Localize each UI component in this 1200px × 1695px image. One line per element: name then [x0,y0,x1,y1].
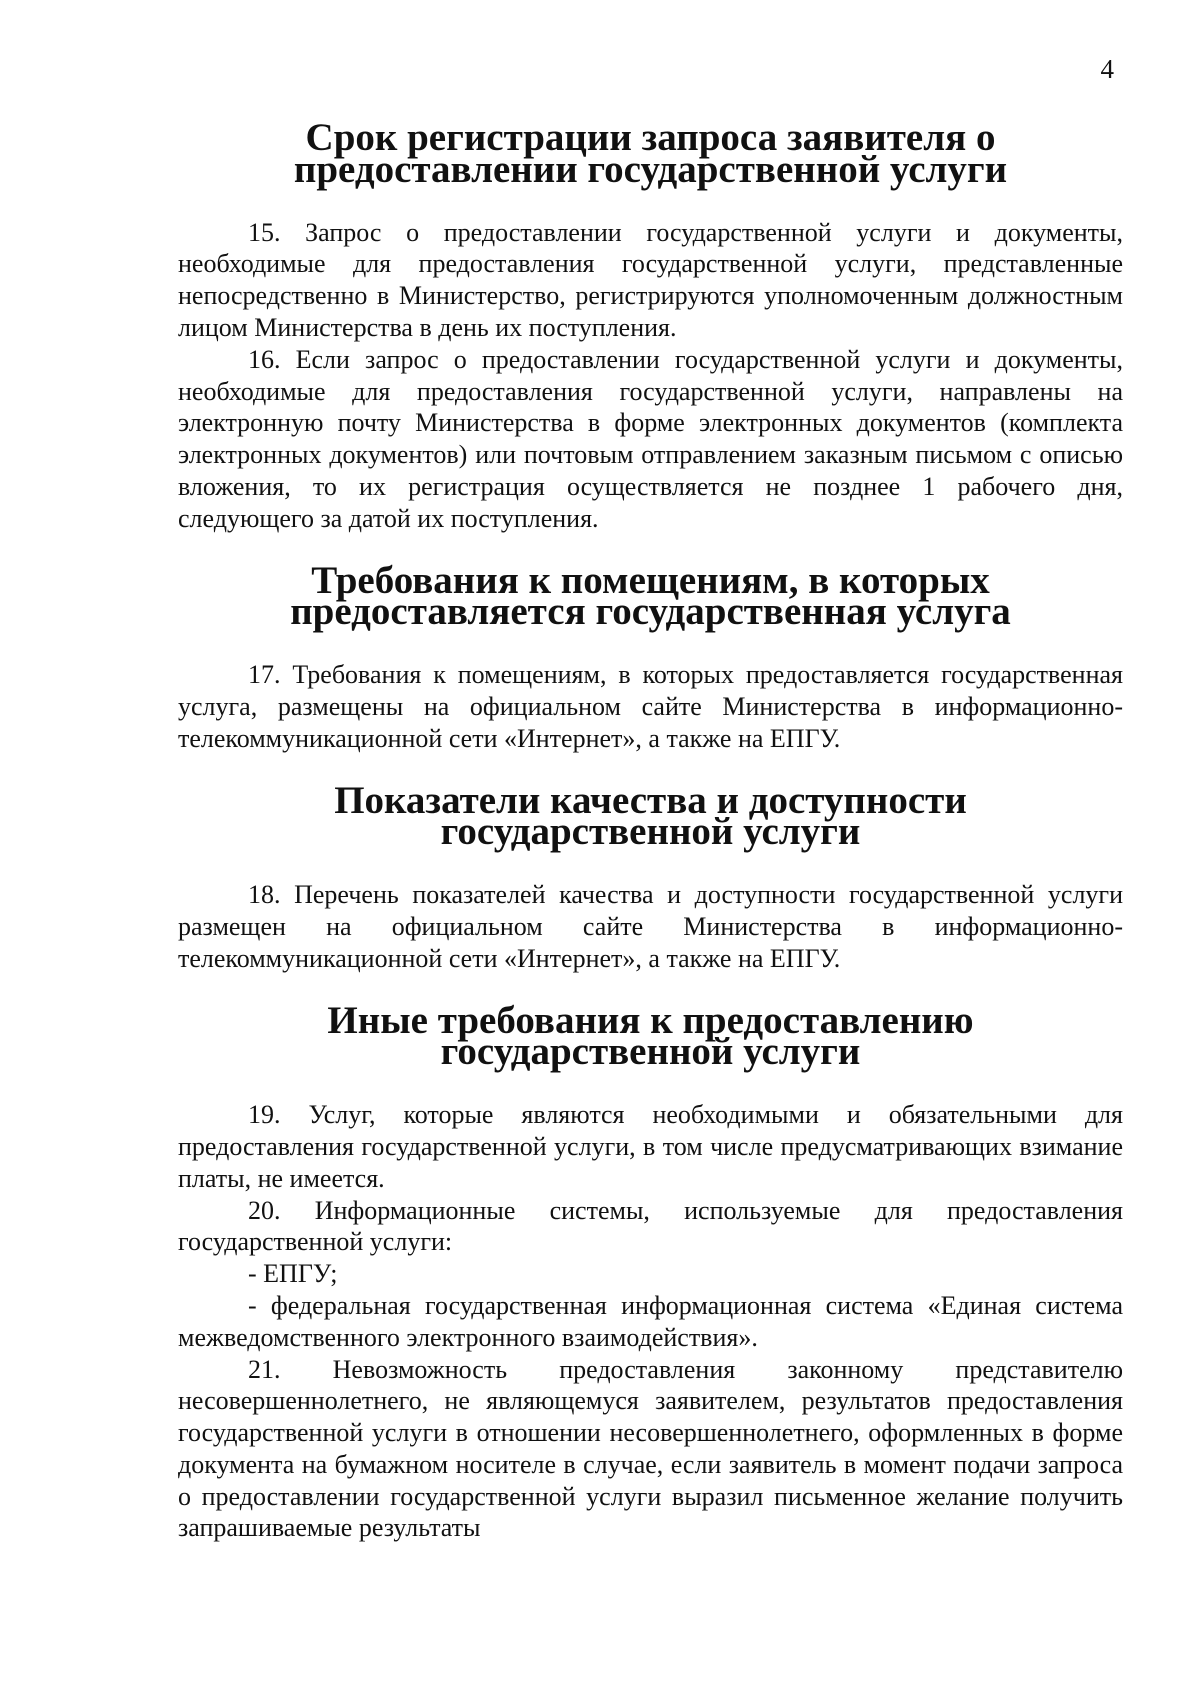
section-quality-indicators [178,778,1123,975]
paragraph-19: 19. Услуг, которые являются необходимыми и обязательными для предоставления государственной услуги, в том числе предусматривающих взимание платы, не имеется. [178,1100,1123,1193]
paragraph-16: 16. Если запрос о предоставлении государственной услуги и документы, необходимые для предоставления государственной услуги, направлены на электронную почту Министерства в форме электронных документов (комплекта электронных документов) или почтовым отправлением заказным письмом с описью вложения, то их регистрация осуществляется не позднее 1 рабочего дня, следующего за датой их поступления. [178,344,1123,533]
page-number: 4 [1100,54,1114,84]
section-heading: Иные требования к предоставлению государственной услуги [327,998,974,1074]
section-heading: Требования к помещениям, в которых предоставляется государственная услуга [290,558,1011,634]
paragraph-21: 21. Невозможность предоставления законному представителю несовершеннолетнего, не являющемуся заявителем, результатов предоставления государственной услуги в отношении несовершеннолетнего, оформленных в форме документа на бумажном носителе в случае, если заявитель в момент подачи запроса о предоставлении государственной услуги выразил письменное желание получить запрашиваемые результаты [178,1354,1123,1543]
paragraph-20: 20. Информационные системы, используемые для предоставления государственной услуги: [178,1195,1123,1257]
section-other-requirements [178,998,1123,1545]
list-item-epgu: - ЕПГУ; [248,1259,338,1289]
section-registration-term [178,116,1123,535]
list-item-smev: - федеральная государственная информационная система «Единая система межведомственного электронного взаимодействия». [178,1290,1123,1352]
paragraph-18: 18. Перечень показателей качества и доступности государственной услуги размещен на официальном сайте Министерства в информационно-телекоммуникационной сети «Интернет», а также на ЕПГУ. [178,880,1123,973]
section-heading: Срок регистрации запроса заявителя о предоставлении государственной услуги [293,116,1008,191]
paragraph-17: 17. Требования к помещениям, в которых предоставляется государственная услуга, размещены на официальном сайте Министерства в информационно-телекоммуникационной сети «Интернет», а также на ЕПГУ. [178,660,1123,753]
section-heading: Показатели качества и доступности государственной услуги [334,778,967,854]
document-body [178,116,1123,1544]
paragraph-15: 15. Запрос о предоставлении государственной услуги и документы, необходимые для предоставления государственной услуги, представленные непосредственно в Министерство, регистрируются уполномоченным должностным лицом Министерства в день их поступления. [178,217,1123,342]
section-premises-requirements [178,558,1123,755]
